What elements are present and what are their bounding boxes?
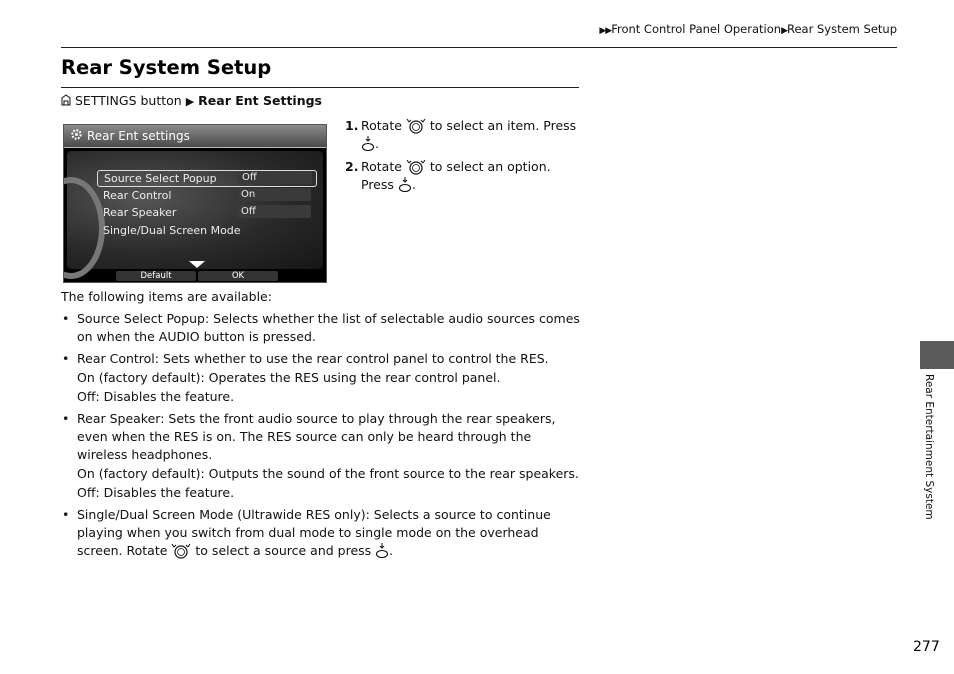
- triangle-icon: ▶: [185, 95, 195, 108]
- list-item-rear-speaker: [61, 410, 581, 502]
- step-text: to select an item. Press: [429, 118, 577, 133]
- item-term: Source Select Popup: [77, 311, 205, 326]
- step-text: to select an option. Press: [361, 159, 551, 192]
- option-text: : Disables the feature.: [95, 389, 235, 404]
- step-text: .: [411, 177, 416, 192]
- bullet-icon: •: [62, 507, 70, 522]
- option-term: On: [77, 370, 95, 385]
- intro-text: The following items are available:: [61, 289, 272, 304]
- option-on: [77, 369, 581, 387]
- step-number: 2.: [345, 159, 359, 174]
- breadcrumb-item-current: Rear System Setup: [787, 22, 897, 36]
- press-knob-icon: [361, 136, 375, 151]
- step-text: .: [375, 136, 379, 151]
- item-term: Rear Control: [77, 351, 155, 366]
- scroll-down-icon[interactable]: [189, 261, 205, 268]
- breadcrumb-item-panel[interactable]: Front Control Panel Operation: [611, 22, 782, 36]
- option-term: On: [77, 466, 95, 481]
- gear-icon: [70, 128, 83, 141]
- home-icon: [61, 94, 71, 106]
- rotate-knob-icon: [406, 158, 426, 176]
- nav-path: [61, 93, 322, 108]
- menu-item-value: Off: [238, 171, 312, 184]
- step-text: Rotate: [361, 159, 402, 174]
- ok-button[interactable]: OK: [198, 271, 278, 281]
- option-term: Off: [77, 485, 96, 500]
- item-text: (Ultrawide RES only): Selects a source to continue playing when you switch from dual mode to single mode on the overhead screen. Rotate: [77, 507, 551, 558]
- option-on: [77, 465, 581, 483]
- rear-ent-settings-label: Rear Ent Settings: [198, 93, 322, 108]
- item-text: : Sets whether to use the rear control panel to control the RES.: [154, 351, 549, 366]
- breadcrumb: [599, 22, 897, 36]
- menu-item-label: Single/Dual Screen Mode: [103, 224, 241, 237]
- items-description: [61, 288, 581, 564]
- item-text: .: [389, 543, 394, 558]
- list-item-rear-control: [61, 350, 581, 406]
- rotate-knob-icon: [406, 117, 426, 135]
- option-text: (factory default): Operates the RES using the rear control panel.: [94, 370, 501, 385]
- menu-item-single-dual-screen-mode[interactable]: [97, 223, 315, 238]
- press-knob-icon: [398, 177, 412, 192]
- option-off: [77, 484, 581, 502]
- double-triangle-icon: ▶▶: [599, 26, 612, 36]
- menu-item-value: On: [237, 188, 311, 201]
- rotate-knob-icon: [171, 542, 191, 560]
- step-number: 1.: [345, 118, 359, 133]
- option-off: [77, 388, 581, 406]
- triangle-icon: ▶: [781, 26, 787, 36]
- bullet-icon: •: [62, 411, 70, 426]
- items-list: [61, 310, 581, 560]
- settings-button-label: SETTINGS button: [74, 93, 182, 108]
- list-item-source-select-popup: [61, 310, 581, 346]
- step-text: Rotate: [361, 118, 402, 133]
- list-item-single-dual-screen-mode: [61, 506, 581, 560]
- screen-title: Rear Ent settings: [87, 129, 190, 143]
- rear-ent-settings-screen: [63, 124, 327, 283]
- steps: [345, 117, 580, 199]
- screen-header: [64, 125, 326, 148]
- section-label: [921, 374, 941, 524]
- item-text: : Sets the front audio source to play through the rear speakers, even when the RES is on. The RES source can only be heard through the wireless headphones.: [77, 411, 556, 462]
- option-text: (factory default): Outputs the sound of the front source to the rear speakers.: [94, 466, 579, 481]
- page-number: 277: [913, 639, 940, 655]
- step-2: [345, 158, 580, 194]
- step-1: [345, 117, 580, 153]
- menu-item-label: Source Select Popup: [104, 172, 217, 185]
- title-rule: [61, 87, 579, 88]
- bullet-icon: •: [62, 351, 70, 366]
- menu-item-source-select-popup[interactable]: [97, 170, 317, 187]
- menu-item-label: Rear Speaker: [103, 206, 177, 219]
- menu-item-rear-speaker[interactable]: [97, 205, 315, 220]
- option-text: : Disables the feature.: [95, 485, 235, 500]
- press-knob-icon: [375, 543, 389, 558]
- item-text: to select a source and press: [195, 543, 372, 558]
- page-title: Rear System Setup: [61, 56, 272, 79]
- bullet-icon: •: [62, 311, 70, 326]
- menu-item-value: Off: [237, 205, 311, 218]
- item-term: Single/Dual Screen Mode: [77, 507, 234, 522]
- item-text: : Selects whether the list of selectable audio sources comes on when the AUDIO button is pressed.: [77, 311, 580, 344]
- section-label-text: Rear Entertainment System: [923, 374, 935, 520]
- section-tab[interactable]: [920, 341, 954, 369]
- default-button[interactable]: Default: [116, 271, 196, 281]
- header-rule: [61, 47, 897, 48]
- screen-menu: [67, 151, 323, 269]
- item-term: Rear Speaker: [77, 411, 161, 426]
- menu-item-rear-control[interactable]: [97, 188, 315, 203]
- option-term: Off: [77, 389, 96, 404]
- menu-item-label: Rear Control: [103, 189, 172, 202]
